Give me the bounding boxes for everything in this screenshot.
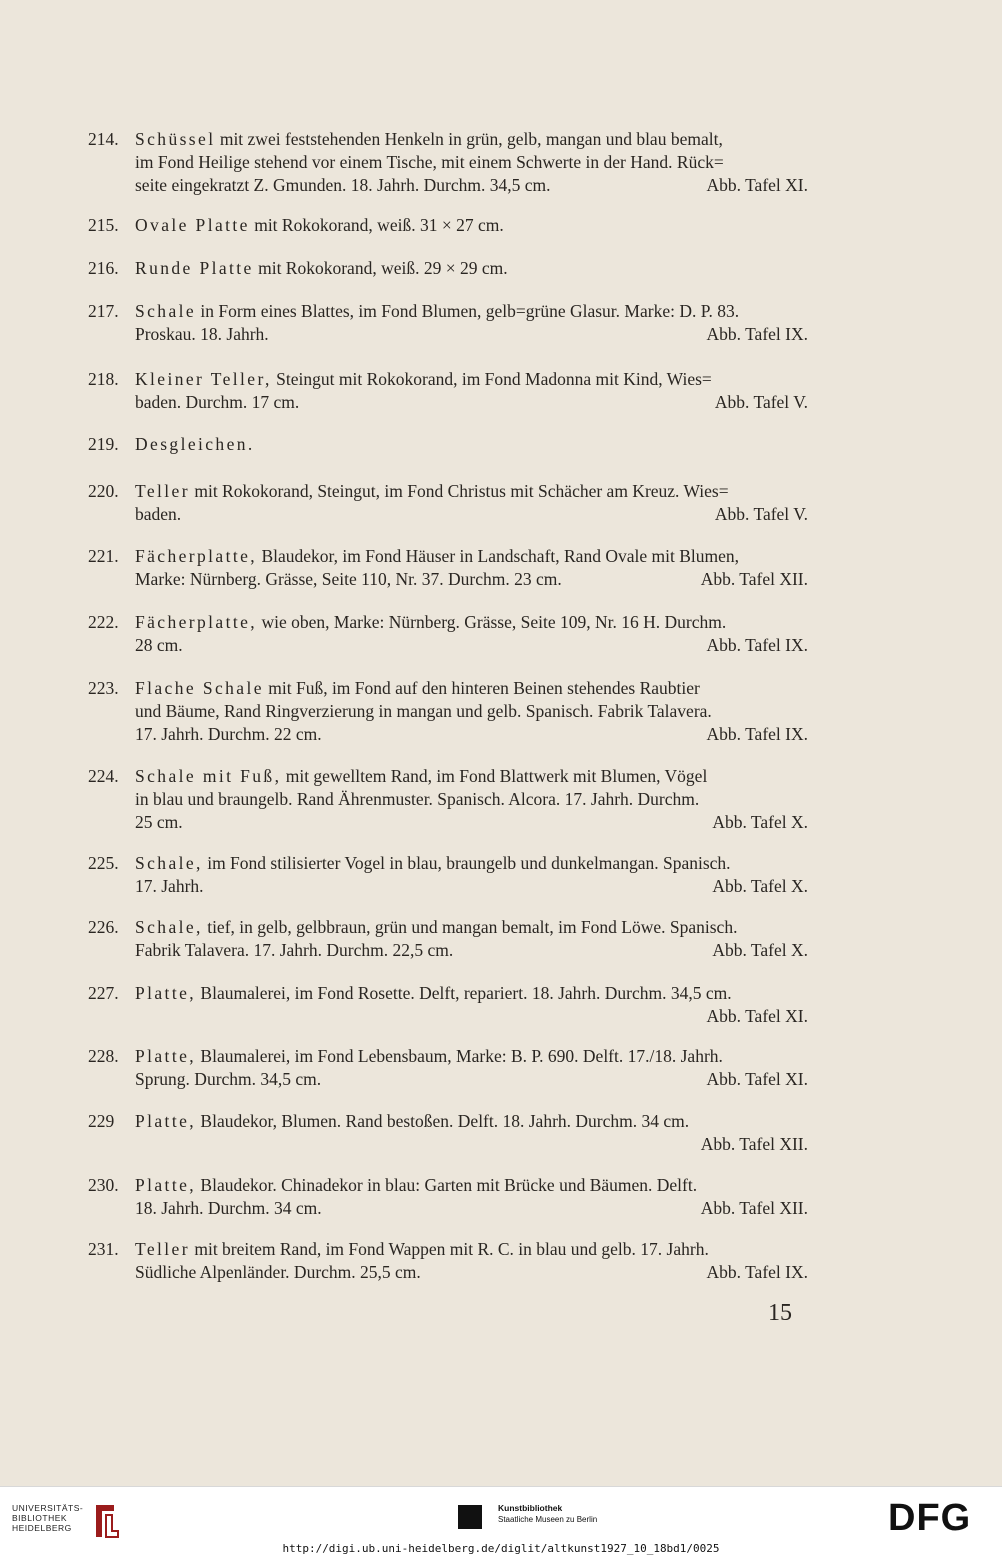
entry-lead: Teller	[135, 481, 190, 501]
catalog-entry	[88, 677, 808, 746]
digitization-footer	[0, 1486, 1002, 1560]
catalog-entry	[88, 1174, 808, 1220]
entry-number: 214.	[88, 129, 119, 149]
entry-number: 220.	[88, 481, 119, 501]
kunstbibliothek-logo[interactable]	[458, 1501, 628, 1535]
entry-number: 231.	[88, 1239, 119, 1259]
plate-reference: Abb. Tafel XII.	[700, 569, 808, 589]
plate-reference: Abb. Tafel XI.	[706, 1006, 808, 1026]
entry-text-line: Marke: Nürnberg. Grässe, Seite 110, Nr. 37. Durchm. 23 cm.	[135, 569, 562, 589]
plate-reference: Abb. Tafel V.	[714, 392, 808, 412]
entry-number: 218.	[88, 369, 119, 389]
entry-lead: Fächerplatte,	[135, 546, 258, 566]
kb-title: Kunstbibliothek	[498, 1503, 563, 1513]
entry-text-line: Blaudekor, im Fond Häuser in Landschaft, Rand Ovale mit Blumen,	[261, 546, 739, 566]
entry-text-line: mit breitem Rand, im Fond Wappen mit R. C. in blau und gelb. 17. Jahrh.	[194, 1239, 709, 1259]
entry-number: 228.	[88, 1046, 119, 1066]
ub-logo-line: BIBLIOTHEK	[12, 1513, 68, 1523]
entry-text-line: Fabrik Talavera. 17. Jahrh. Durchm. 22,5 cm.	[135, 940, 454, 960]
catalog-entry	[88, 1045, 808, 1091]
entry-lead: Desgleichen.	[135, 434, 255, 454]
entry-lead: Flache Schale	[135, 678, 264, 698]
ub-logo-line: UNIVERSITÄTS-	[12, 1503, 84, 1513]
catalog-entry	[88, 300, 808, 346]
plate-reference: Abb. Tafel XII.	[700, 1134, 808, 1154]
entry-number: 221.	[88, 546, 119, 566]
plate-reference: Abb. Tafel XII.	[700, 1198, 808, 1218]
entry-lead: Schale mit Fuß,	[135, 766, 282, 786]
entry-lead: Teller	[135, 1239, 190, 1259]
entry-lead: Ovale Platte	[135, 215, 250, 235]
catalog-entry	[88, 257, 808, 280]
entry-text-line: wie oben, Marke: Nürnberg. Grässe, Seite 109, Nr. 16 H. Durchm.	[261, 612, 727, 632]
entry-text-line: Steingut mit Rokokorand, im Fond Madonna mit Kind, Wies=	[276, 369, 712, 389]
entry-number: 215.	[88, 215, 119, 235]
catalog-entry	[88, 545, 808, 591]
catalog-entry	[88, 480, 808, 526]
entry-text-line: 28 cm.	[135, 635, 183, 655]
entry-number: 217.	[88, 301, 119, 321]
entry-text-line: Südliche Alpenländer. Durchm. 25,5 cm.	[135, 1262, 421, 1282]
catalog-entry	[88, 1238, 808, 1284]
entry-lead: Platte,	[135, 1175, 197, 1195]
catalog-entry	[88, 1110, 808, 1156]
entry-text-line: mit Rokokorand, weiß. 31 × 27 cm.	[254, 215, 504, 235]
entry-text-line: in blau und braungelb. Rand Ährenmuster. Spanisch. Alcora. 17. Jahrh. Durchm.	[135, 789, 700, 809]
catalog-entry	[88, 128, 808, 197]
entry-number: 225.	[88, 853, 119, 873]
entry-text-line: 18. Jahrh. Durchm. 34 cm.	[135, 1198, 322, 1218]
entry-text-line: mit Fuß, im Fond auf den hinteren Beinen stehendes Raubtier	[268, 678, 700, 698]
entry-lead: Schale,	[135, 853, 203, 873]
plate-reference: Abb. Tafel V.	[714, 504, 808, 524]
entry-text-line: im Fond Heilige stehend vor einem Tische, mit einem Schwerte in der Hand. Rück=	[135, 152, 724, 172]
dfg-logo[interactable]: DFG	[888, 1497, 972, 1539]
entry-text-line: baden. Durchm. 17 cm.	[135, 392, 300, 412]
entry-text-line: 17. Jahrh. Durchm. 22 cm.	[135, 724, 322, 744]
entry-number: 223.	[88, 678, 119, 698]
entry-text-line: 17. Jahrh.	[135, 876, 204, 896]
entry-text-line: baden.	[135, 504, 182, 524]
catalog-entry	[88, 611, 808, 657]
plate-reference: Abb. Tafel X.	[712, 876, 808, 896]
entry-text-line: mit Rokokorand, weiß. 29 × 29 cm.	[258, 258, 508, 278]
entry-lead: Schale	[135, 301, 197, 321]
catalog-entry	[88, 916, 808, 962]
entry-text-line: Sprung. Durchm. 34,5 cm.	[135, 1069, 322, 1089]
catalog-entry	[88, 982, 808, 1028]
entry-lead: Schüssel	[135, 129, 216, 149]
entry-lead: Schale,	[135, 917, 203, 937]
entry-text-line: im Fond stilisierter Vogel in blau, braungelb und dunkelmangan. Spanisch.	[207, 853, 731, 873]
entry-number: 227.	[88, 983, 119, 1003]
plate-reference: Abb. Tafel X.	[712, 812, 808, 832]
ub-emblem-icon	[88, 1501, 122, 1541]
entry-text-line: und Bäume, Rand Ringverzierung in mangan und gelb. Spanisch. Fabrik Talavera.	[135, 701, 712, 721]
plate-reference: Abb. Tafel IX.	[706, 635, 808, 655]
entry-number: 230.	[88, 1175, 119, 1195]
entry-number: 222.	[88, 612, 119, 632]
kb-subtitle: Staatliche Museen zu Berlin	[498, 1515, 598, 1524]
entry-lead: Fächerplatte,	[135, 612, 258, 632]
entry-lead: Kleiner Teller,	[135, 369, 272, 389]
catalog-entry	[88, 765, 808, 834]
plate-reference: Abb. Tafel X.	[712, 940, 808, 960]
entry-number: 219.	[88, 434, 119, 454]
entry-text-line: tief, in gelb, gelbbraun, grün und mangan bemalt, im Fond Löwe. Spanisch.	[207, 917, 738, 937]
entry-number: 229	[88, 1111, 115, 1131]
ub-heidelberg-logo[interactable]	[12, 1503, 83, 1533]
plate-reference: Abb. Tafel IX.	[706, 324, 808, 344]
plate-reference: Abb. Tafel XI.	[706, 1069, 808, 1089]
plate-reference: Abb. Tafel IX.	[706, 724, 808, 744]
entry-number: 216.	[88, 258, 119, 278]
entry-text-line: 25 cm.	[135, 812, 183, 832]
entry-number: 224.	[88, 766, 119, 786]
catalog-entry	[88, 214, 808, 237]
entry-number: 226.	[88, 917, 119, 937]
catalog-entry	[88, 852, 808, 898]
entry-text-line: seite eingekratzt Z. Gmunden. 18. Jahrh. Durchm. 34,5 cm.	[135, 175, 551, 195]
entry-lead: Platte,	[135, 1046, 197, 1066]
page-number: 15	[768, 1300, 792, 1326]
plate-reference: Abb. Tafel XI.	[706, 175, 808, 195]
permalink-url[interactable]: http://digi.ub.uni-heidelberg.de/diglit/altkunst1927_10_18bd1/0025	[282, 1542, 720, 1555]
ub-logo-line: HEIDELBERG	[12, 1523, 72, 1533]
entry-lead: Platte,	[135, 1111, 197, 1131]
entry-text-line: mit Rokokorand, Steingut, im Fond Christus mit Schächer am Kreuz. Wies=	[194, 481, 729, 501]
entry-text-line: Blaumalerei, im Fond Rosette. Delft, repariert. 18. Jahrh. Durchm. 34,5 cm.	[200, 983, 732, 1003]
entry-text-line: Blaudekor, Blumen. Rand bestoßen. Delft. 18. Jahrh. Durchm. 34 cm.	[200, 1111, 690, 1131]
entry-text-line: Blaudekor. Chinadekor in blau: Garten mit Brücke und Bäumen. Delft.	[200, 1175, 698, 1195]
entry-text-line: in Form eines Blattes, im Fond Blumen, gelb=grüne Glasur. Marke: D. P. 83.	[200, 301, 740, 321]
entry-lead: Runde Platte	[135, 258, 254, 278]
catalog-entry	[88, 433, 808, 456]
entry-text-line: Blaumalerei, im Fond Lebensbaum, Marke: B. P. 690. Delft. 17./18. Jahrh.	[200, 1046, 723, 1066]
entry-lead: Platte,	[135, 983, 197, 1003]
catalog-entry	[88, 368, 808, 414]
entry-text-line: mit gewelltem Rand, im Fond Blattwerk mit Blumen, Vögel	[285, 766, 708, 786]
kunstbibliothek-emblem-icon	[458, 1505, 482, 1529]
plate-reference: Abb. Tafel IX.	[706, 1262, 808, 1282]
entry-text-line: Proskau. 18. Jahrh.	[135, 324, 269, 344]
entry-text-line: mit zwei feststehenden Henkeln in grün, gelb, mangan und blau bemalt,	[219, 129, 723, 149]
